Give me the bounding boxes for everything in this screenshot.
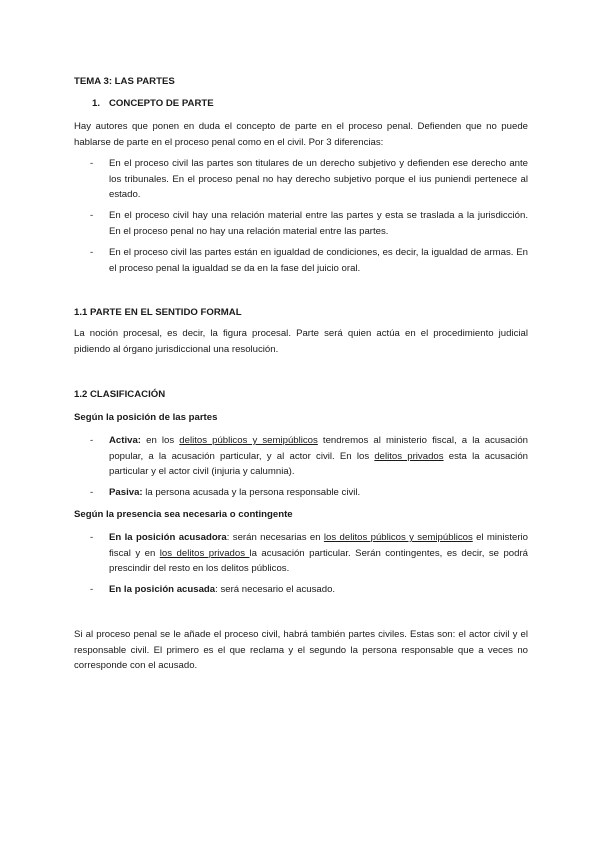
acusadora-text-part: el ministerio fiscal y en [109, 532, 528, 559]
section-1-title: CONCEPTO DE PARTE [109, 98, 214, 109]
closing-paragraph: Si al proceso penal se le añade el proceso civil, habrá también partes civiles. Estas son: el actor civil y el responsable civil. El primero es el que reclama y el segundo la persona responsable que a veces no corresponde con el acusado. [74, 629, 528, 672]
bullet-dash: - [90, 487, 94, 498]
section-1-1-heading: 1.1 PARTE EN EL SENTIDO FORMAL [74, 307, 242, 318]
document-title: TEMA 3: LAS PARTES [74, 76, 175, 87]
intro-paragraph: Hay autores que ponen en duda el concepto de parte en el proceso penal. Defienden que no puede hablarse de parte en el proceso penal como en el civil. Por 3 diferencias: [74, 121, 528, 148]
activa-text-part: en los [141, 435, 180, 446]
activa-text-part: tendremos al ministerio fiscal, a la acusación popular, a la acusación particular, y al actor civil. En los [109, 435, 528, 462]
bullet-dash: - [90, 584, 94, 595]
acusadora-text-part: : serán necesarias en [226, 532, 324, 543]
link-los-delitos-privados[interactable]: los delitos privados [159, 547, 250, 559]
bullet-dash: - [90, 435, 94, 446]
subheading-position: Según la posición de las partes [74, 412, 218, 423]
acusada-text-part: : será necesario el acusado. [215, 584, 336, 595]
acusadora-text [109, 530, 528, 577]
section-1-1-text: La noción procesal, es decir, la figura procesal. Parte será quien actúa en el procedimiento judicial pidiendo al órgano jurisdiccional una resolución. [74, 328, 528, 355]
bullet-dash: - [90, 532, 94, 543]
pasiva-text [109, 485, 528, 501]
subheading-presence: Según la presencia sea necesaria o contingente [74, 509, 293, 520]
difference-text-1: En el proceso civil las partes son titulares de un derecho subjetivo y defienden ese derecho ante los tribunales. En el proceso penal no hay derecho subjetivo porque el ius puniendi pertenece al estado. [109, 158, 528, 201]
activa-text-part: esta la acusación particular y el actor civil (injuria y calumnia). [109, 450, 528, 478]
bullet-dash: - [90, 247, 94, 258]
acusadora-label: En la posición acusadora [109, 532, 227, 543]
bullet-dash: - [90, 158, 94, 169]
acusadora-text-part: la acusación particular. Serán contingentes, es decir, se podrá prescindir del resto en los delitos públicos. [109, 547, 528, 575]
section-1-2-heading: 1.2 CLASIFICACIÓN [74, 389, 166, 400]
link-los-delitos-publicos[interactable]: los delitos públicos y semipúblicos [323, 532, 473, 543]
activa-label: Activa: [109, 435, 141, 446]
link-delitos-privados[interactable]: delitos privados [374, 450, 444, 462]
pasiva-label: Pasiva: [109, 487, 143, 498]
section-1-number: 1. [92, 98, 101, 109]
activa-text [109, 433, 528, 480]
acusada-text [109, 582, 528, 598]
pasiva-text-part: la persona acusada y la persona responsable civil. [142, 487, 361, 498]
link-delitos-publicos[interactable]: delitos públicos y semipúblicos [179, 435, 318, 446]
difference-text-2: En el proceso civil hay una relación material entre las partes y esta se traslada a la jurisdicción. En el proceso penal no hay una relación material entre las partes. [109, 210, 528, 237]
difference-text-3: En el proceso civil las partes están en igualdad de condiciones, es decir, la igualdad de armas. En el proceso penal la igualdad se da en la fase del juicio oral. [109, 247, 528, 274]
bullet-dash: - [90, 210, 94, 221]
acusada-label: En la posición acusada [109, 584, 216, 595]
